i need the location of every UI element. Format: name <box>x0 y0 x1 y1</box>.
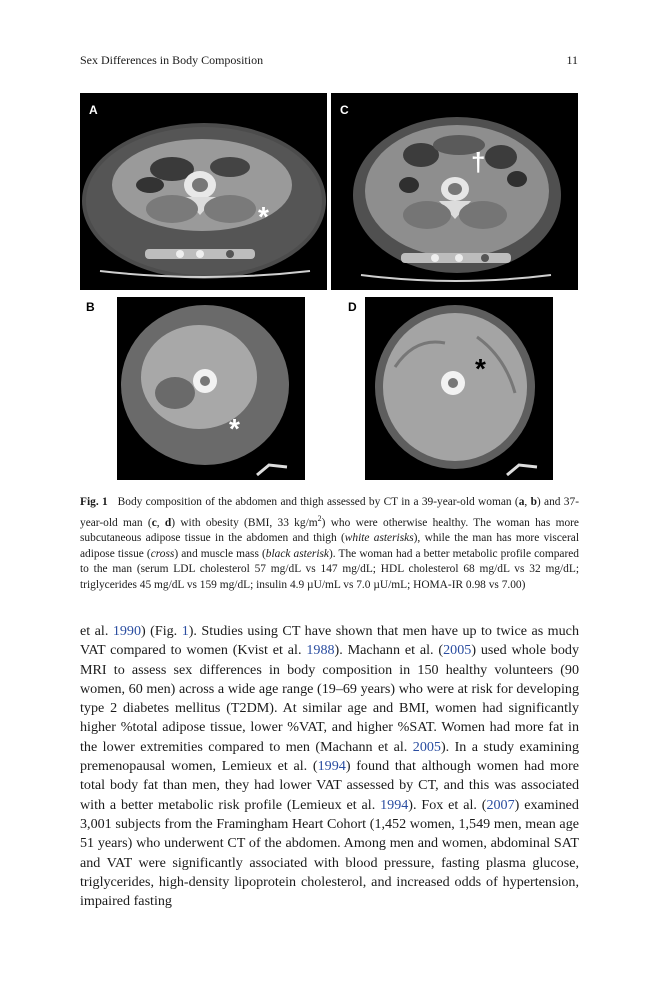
body-text: ). In a study examining premenopausal women, Lemieux et al. ( <box>80 738 579 775</box>
caption-text: ). The woman had a better metabolic profile compared to the man (serum LDL cholesterol 57 mg/dL vs 147 mg/dL; HDL cholesterol 68 mg/dL vs 32 mg/dL; triglycerides 45 mg/dL vs 159 mg/dL; insulin 4.9 µU/mL vs 7.0 µU/mL; HOMA-IR 0.98 vs 7.00) <box>80 547 579 591</box>
figure-link[interactable]: 1 <box>181 623 189 639</box>
panel-label-d: D <box>348 300 357 314</box>
figure-panel-c <box>331 93 578 290</box>
caption-emphasis: cross <box>150 547 175 560</box>
black-asterisk-marker-d: * <box>475 353 486 384</box>
running-title: Sex Differences in Body Composition <box>80 53 264 67</box>
caption-text: ) and 37-year-old man ( <box>80 496 579 529</box>
caption-text: Body composition of the abdomen and thigh assessed by CT in a 39-year-old woman ( <box>117 496 519 508</box>
caption-panel-ref: b <box>530 496 537 508</box>
caption-superscript: 2 <box>317 513 322 523</box>
body-text: ) (Fig. <box>141 623 182 639</box>
caption-emphasis: white asterisks <box>344 531 414 544</box>
body-text: ). Machann et al. ( <box>334 642 444 659</box>
panel-label-b: B <box>86 300 95 314</box>
caption-text: ) with obesity (BMI, 33 kg/m <box>171 516 318 529</box>
body-paragraph <box>80 622 579 911</box>
caption-panel-ref: a <box>518 496 525 508</box>
citation-link[interactable]: 2005 <box>412 738 441 755</box>
figure-panel-a <box>80 93 327 290</box>
ct-image-thigh-female <box>117 297 305 480</box>
body-text: ) used whole body MRI to assess sex differences in body composition in 150 healthy volunteers (90 women, 60 men) across a wide age range (19–69 years) who were at risk for developing type 2 diabetes mellitus (T2DM). At similar age and BMI, women had significantly higher %total adipose tissue, lower %VAT, and higher %SAT. Women had more fat in the lower extremities compared to men (Machann et al. <box>80 642 579 755</box>
figure-label: Fig. 1 <box>80 496 108 508</box>
caption-text: , <box>156 516 165 529</box>
citation-link[interactable]: 1990 <box>112 623 142 639</box>
panel-label-c: C <box>340 103 349 117</box>
white-asterisk-marker-a: * <box>258 201 269 232</box>
ct-image-thigh-male <box>365 297 553 480</box>
ct-image-abdomen-male <box>331 93 578 290</box>
figure-caption <box>80 495 579 593</box>
ct-image-abdomen-female <box>80 93 327 290</box>
body-text: ) examined 3,001 subjects from the Framingham Heart Cohort (1,452 women, 1,549 men, mean age 51 years) who underwent CT of the abdomen. Among men and women, abdominal SAT and VAT were significantly associated with blood pressure, fasting plasma glucose, triglycerides, high-density lipoprotein cholesterol, and increased odds of hypertension, impaired fasting <box>80 796 579 910</box>
body-text: et al. <box>80 623 113 639</box>
caption-panel-ref: d <box>164 516 172 529</box>
body-text: ) found that although women had more total body fat than men, they had lower VAT assessed by CT, and this was associated with a better metabolic risk profile (Lemieux et al. <box>80 758 579 813</box>
running-head <box>80 53 578 69</box>
citation-link[interactable]: 1994 <box>380 796 409 813</box>
caption-text: , <box>524 496 531 508</box>
panel-label-a: A <box>89 103 98 117</box>
citation-link[interactable]: 1994 <box>317 758 346 775</box>
white-asterisk-marker-b: * <box>229 413 240 444</box>
citation-link[interactable]: 1988 <box>306 642 335 659</box>
figure-panel-b <box>117 297 305 480</box>
figure-panel-d <box>365 297 553 480</box>
cross-marker-c: † <box>471 147 486 177</box>
caption-panel-ref: c <box>151 516 157 529</box>
caption-emphasis: black asterisk <box>265 547 329 560</box>
citation-link[interactable]: 2005 <box>443 642 472 659</box>
citation-link[interactable]: 2007 <box>486 796 515 813</box>
caption-text: ) and muscle mass ( <box>174 547 266 560</box>
caption-text: ), while the man has more visceral adipose tissue ( <box>80 531 579 560</box>
page-number: 11 <box>566 53 578 67</box>
body-text: ). Studies using CT have shown that men have up to twice as much VAT compared to women (Kvist et al. <box>80 623 579 659</box>
caption-text: ) who were otherwise healthy. The woman has more subcutaneous adipose tissue in the abdomen and thigh ( <box>80 516 579 544</box>
body-text: ). Fox et al. ( <box>408 796 487 813</box>
